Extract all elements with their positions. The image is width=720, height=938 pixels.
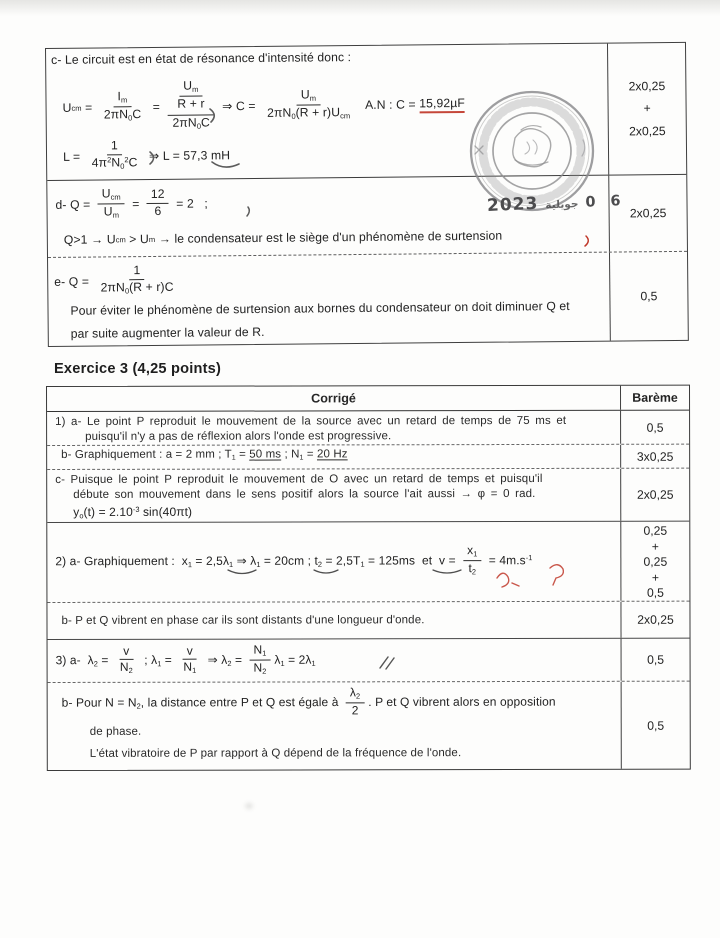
row-3b-line2: de phase. [89,725,142,738]
row-d-formula-q: d- Q = $\frac{U_{cm}}{U_m}$ = $\frac{12}{6}$ = 2 ; [55,186,208,220]
bareme-cell-c: 2x0,25 + 2x0,25 [607,43,686,175]
row-e-text-line2: par suite augmenter la valeur de R. [70,324,265,341]
row-3b-line1: b- Pour $N = N_2$, la distance entre P et Q est égale à $\frac{\lambda_2}{2}$ . P et Q vibrent alors en opposition [61,685,556,717]
header-cell-bareme: Barème [620,386,689,410]
bareme-cell-3a: 0,5 [621,639,690,681]
table-row-2a [47,522,689,603]
exercise-3-heading: Exercice 3 (4,25 points) [54,361,222,377]
row-c-intro: c- Le circuit est en état de résonance d'intensité donc : [51,50,352,67]
row-3a-formula: 3) a- $\lambda_2$ = $\frac{v}{N_2}$ ; $\lambda_1$ = $\frac{v}{N_1}$ ⇒ $\lambda_2$ = $\frac{N_1}{N_2}$ $\lambda_1 = 2\lambda_1$ [55,642,316,676]
row-2a-formula: 2) a- Graphiquement : $x_1 = 2,5\lambda_1$ ⇒ $\lambda_1 = 20cm$ ; $t_2 = 2,5T_1 = 125ms$ et v = $\frac{x_1}{t_2}$ = $4m.s^{-1}$ [55,543,533,577]
row-1a-line2: puisqu'il n'y a pas de réflexion alors l'onde est progressive. [85,430,392,443]
date-stamp-month-arabic: جويلية [545,198,579,212]
bareme-cell-2b: 2x0,25 [620,602,689,638]
scan-smudge [245,803,253,809]
row-1b-text: b- Graphiquement : a = 2 mm ; $T_1 = 50$ ms ; $N_1 = 20$ Hz [61,448,348,463]
correction-table-top [45,42,689,347]
table-row-c [46,43,686,181]
bareme-cell-d: 2x0,25 [608,175,687,252]
row-1c-line2: débute son mouvement dans le sens positif alors la source l'ait aussi → φ = 0 rad. [73,487,536,501]
table-row-e [48,252,688,346]
table-row-d [47,175,687,258]
row-c-formula-capacitance: U cm = $\frac{I_m}{2\pi N_0C}$ = $\frac{\frac{U_m}{R + r}}{2\pi N_0C}$ ⇒ C = $\frac{U_m}{2\pi N_0(R + r)U_{cm}}$ A.N : C = 15,92µF [62,78,465,132]
row-c-formula-inductance: L = $\frac{1}{4\pi^2N_0^2C}$ ⇒ L = 57,3 mH [62,138,231,171]
date-stamp-day: 0 6 [585,192,626,211]
bareme-cell-1b: 3x0,25 [620,445,689,468]
correction-table-exercise3 [46,385,691,771]
row-1a-line1: 1) a- Le point P reproduit le mouvement de la source avec un retard de temps de 75 ms et [55,414,567,428]
table-row-2b [47,602,689,640]
row-3b-line3: L'état vibratoire de P par rapport à Q dépend de la fréquence de l'onde. [89,747,462,760]
bareme-cell-3b: 0,5 [621,682,690,769]
date-stamp-year: 2023 [486,193,539,217]
table-row-3a [48,639,690,683]
row-1c-formula: $y_o(t) = 2.10^{-3}$ sin(40πt) [73,504,193,521]
table-row-3b [48,682,690,770]
bareme-cell-1c: 2x0,25 [620,469,689,521]
row-e-formula-q: e- Q = $\frac{1}{2\pi N_0(R + r)C}$ [54,263,174,296]
row-e-text-line1: Pour éviter le phénomène de surtension aux bornes du condensateur on doit diminuer Q et [70,298,570,318]
bareme-cell-1a: 0,5 [620,411,689,444]
row-1c-line1: c- Puisque le point P reproduit le mouvement de O avec un retard de temps et puisqu'il [55,472,543,486]
row-d-conclusion: Q>1 → U cm > U m → le condensateur est le siège d'un phénomène de surtension [63,228,503,247]
row-2b-text: b- P et Q vibrent en phase car ils sont distants d'une longueur d'onde. [61,613,425,627]
bareme-cell-2a: 0,25 + 0,25 + 0,5 [620,522,689,601]
table-header-row [47,386,689,412]
bareme-cell-e: 0,5 [609,252,688,341]
header-cell-corrige: Corrigé [311,391,356,406]
table-row-1c [47,469,689,523]
table-row-1b [47,445,689,470]
table-row-1a [47,411,689,446]
